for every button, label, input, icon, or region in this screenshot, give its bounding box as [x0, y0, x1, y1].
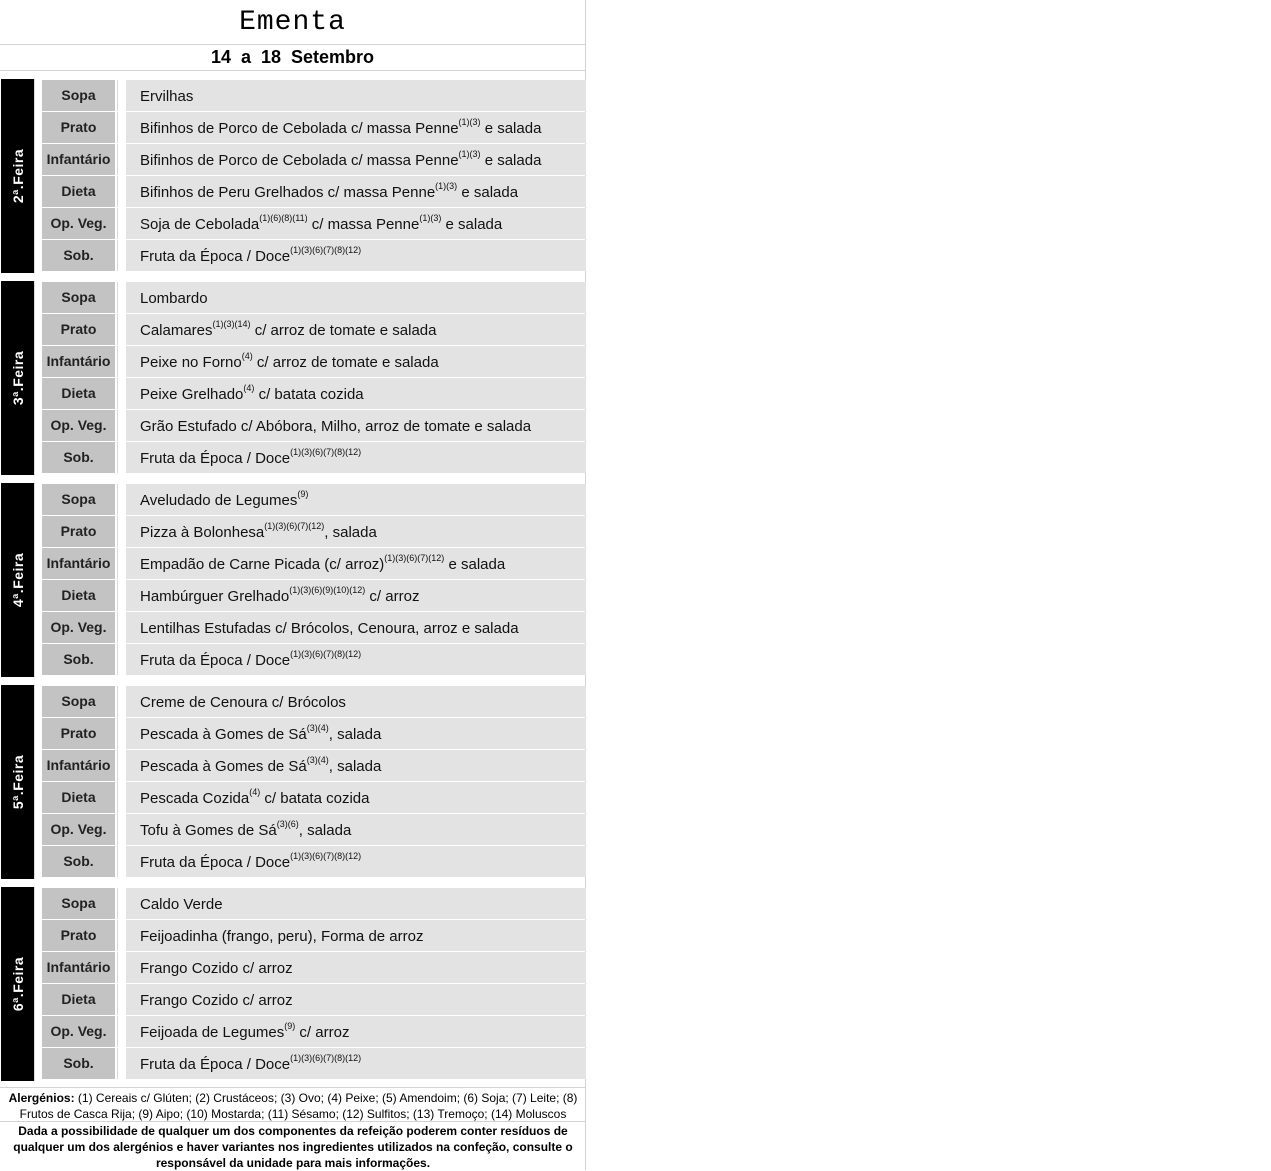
dish-description — [126, 782, 586, 813]
row-gap-rule — [117, 80, 118, 111]
date-range: 14 a 18 Setembro — [0, 45, 585, 71]
allergen-codes: (4) — [249, 787, 261, 797]
day-block — [0, 79, 586, 273]
row-gap-rule — [117, 1016, 118, 1047]
dish-text: , salada — [328, 758, 382, 775]
row-gap — [115, 516, 126, 547]
allergen-codes: (3)(4) — [306, 723, 329, 733]
dish-text: , salada — [324, 524, 377, 541]
allergens-text: (1) Cereais c/ Glúten; (2) Crustáceos; (3) Ovo; (4) Peixe; (5) Amendoim; (6) Soja; (7) Leite; (8) Frutos de Casca Rija; (9) Aipo; (10) Mostarda; (11) Sésamo; (12) Sulfitos; (13) Tremoço; (14) Moluscos — [19, 1091, 578, 1121]
dish-text: Empadão de Carne Picada (c/ arroz) — [140, 556, 385, 573]
row-gap-rule — [117, 282, 118, 313]
column-separator — [34, 685, 42, 879]
dish-text: Frango Cozido c/ arroz — [140, 960, 293, 977]
category-label: Sopa — [42, 484, 115, 515]
menu-row — [42, 516, 586, 547]
dish-text: Feijoada de Legumes — [140, 1024, 285, 1041]
row-gap — [115, 888, 126, 919]
menu-row — [42, 686, 586, 717]
row-gap — [115, 984, 126, 1015]
day-block — [0, 483, 586, 677]
row-gap — [115, 1048, 126, 1079]
day-label — [1, 685, 34, 879]
day-label — [1, 887, 34, 1081]
dish-description — [126, 718, 586, 749]
row-gap-rule — [117, 750, 118, 781]
dish-description — [126, 176, 586, 207]
row-gap — [115, 346, 126, 377]
dish-description — [126, 282, 586, 313]
row-gap — [115, 176, 126, 207]
dish-text: Frango Cozido c/ arroz — [140, 992, 293, 1009]
row-gap-rule — [117, 144, 118, 175]
menu-sheet — [0, 0, 586, 1170]
category-label: Sopa — [42, 282, 115, 313]
dish-description — [126, 1016, 586, 1047]
dish-text: c/ arroz — [365, 588, 420, 605]
category-label: Sob. — [42, 846, 115, 877]
allergen-codes: (1)(3)(6)(7)(12) — [384, 553, 445, 563]
category-label: Dieta — [42, 580, 115, 611]
dish-text: Hambúrguer Grelhado — [140, 588, 290, 605]
row-gap — [115, 240, 126, 271]
dish-text: Caldo Verde — [140, 896, 223, 913]
row-gap-rule — [117, 484, 118, 515]
row-gap — [115, 548, 126, 579]
row-gap — [115, 378, 126, 409]
dish-text: Fruta da Época / Doce — [140, 248, 291, 265]
row-gap-rule — [117, 346, 118, 377]
column-separator — [34, 281, 42, 475]
day-label-text: 6ª.Feira — [9, 956, 26, 1012]
column-rule — [34, 685, 35, 879]
allergen-codes: (1)(3) — [435, 181, 458, 191]
category-label: Sob. — [42, 644, 115, 675]
dish-description — [126, 888, 586, 919]
row-gap-rule — [117, 580, 118, 611]
day-block — [0, 281, 586, 475]
category-label: Sob. — [42, 240, 115, 271]
category-label: Dieta — [42, 378, 115, 409]
dish-description — [126, 814, 586, 845]
dish-description — [126, 410, 586, 441]
menu-row — [42, 442, 586, 473]
menu-row — [42, 920, 586, 951]
menu-row — [42, 612, 586, 643]
allergen-codes: (1)(3) — [419, 213, 442, 223]
row-gap-rule — [117, 782, 118, 813]
menu-row — [42, 814, 586, 845]
dish-text: Grão Estufado c/ Abóbora, Milho, arroz de tomate e salada — [140, 418, 532, 435]
day-label-text: 2ª.Feira — [9, 148, 26, 204]
days-container — [0, 79, 586, 1089]
menu-row — [42, 240, 586, 271]
dish-text: Soja de Cebolada — [140, 216, 260, 233]
dish-text: e salada — [457, 184, 519, 201]
dish-description — [126, 314, 586, 345]
dish-text: , salada — [328, 726, 382, 743]
row-gap-rule — [117, 112, 118, 143]
allergen-disclaimer: Dada a possibilidade de qualquer um dos componentes da refeição poderem conter resíduos de qualquer um dos alergénios e haver variantes nos ingredientes utilizados na confeção, consulte o responsável da unidade para mais informações. — [13, 1124, 573, 1170]
menu-row — [42, 952, 586, 983]
menu-row — [42, 888, 586, 919]
allergen-codes: (1)(3) — [458, 149, 481, 159]
dish-text: Pizza à Bolonhesa — [140, 524, 265, 541]
dish-text: Lentilhas Estufadas c/ Brócolos, Cenoura, arroz e salada — [140, 620, 519, 637]
dish-text: Fruta da Época / Doce — [140, 854, 291, 871]
row-gap-rule — [117, 176, 118, 207]
dish-text: , salada — [298, 822, 352, 839]
category-label: Prato — [42, 718, 115, 749]
row-gap-rule — [117, 442, 118, 473]
category-label: Op. Veg. — [42, 814, 115, 845]
row-gap — [115, 282, 126, 313]
dish-description — [126, 644, 586, 675]
category-label: Op. Veg. — [42, 410, 115, 441]
row-gap — [115, 718, 126, 749]
day-label-text: 4ª.Feira — [9, 552, 26, 608]
column-rule — [34, 281, 35, 475]
row-gap-rule — [117, 814, 118, 845]
allergen-codes: (3)(4) — [306, 755, 329, 765]
row-gap — [115, 1016, 126, 1047]
category-label: Prato — [42, 112, 115, 143]
day-label — [1, 79, 34, 273]
dish-text: Fruta da Época / Doce — [140, 652, 291, 669]
day-label — [1, 483, 34, 677]
dish-description — [126, 378, 586, 409]
row-gap-rule — [117, 888, 118, 919]
category-label: Op. Veg. — [42, 208, 115, 239]
category-label: Op. Veg. — [42, 1016, 115, 1047]
dish-text: e salada — [480, 120, 542, 137]
dish-text: c/ massa Penne — [307, 216, 420, 233]
menu-row — [42, 1048, 586, 1079]
row-gap — [115, 920, 126, 951]
day-block — [0, 685, 586, 879]
row-gap — [115, 580, 126, 611]
row-gap — [115, 846, 126, 877]
column-rule — [34, 887, 35, 1081]
allergen-codes: (9) — [284, 1021, 296, 1031]
menu-row — [42, 176, 586, 207]
menu-row — [42, 378, 586, 409]
row-gap — [115, 484, 126, 515]
column-separator — [34, 483, 42, 677]
allergen-codes: (3)(6) — [276, 819, 299, 829]
menu-row — [42, 782, 586, 813]
row-gap — [115, 952, 126, 983]
column-separator — [34, 79, 42, 273]
dish-description — [126, 1048, 586, 1079]
category-label: Infantário — [42, 144, 115, 175]
row-gap — [115, 782, 126, 813]
dish-text: Bifinhos de Porco de Cebolada c/ massa Penne — [140, 120, 459, 137]
dish-text: Peixe no Forno — [140, 354, 242, 371]
menu-row — [42, 410, 586, 441]
row-gap — [115, 612, 126, 643]
row-gap-rule — [117, 612, 118, 643]
allergen-codes: (1)(3)(6)(7)(8)(12) — [290, 649, 362, 659]
dish-description — [126, 612, 586, 643]
menu-row — [42, 718, 586, 749]
menu-row — [42, 112, 586, 143]
dish-text: c/ arroz de tomate e salada — [252, 354, 439, 371]
allergen-codes: (4) — [241, 351, 253, 361]
row-gap — [115, 814, 126, 845]
row-gap-rule — [117, 1048, 118, 1079]
category-label: Dieta — [42, 984, 115, 1015]
page-title: Ementa — [0, 0, 585, 45]
column-rule — [34, 483, 35, 677]
row-gap — [115, 144, 126, 175]
dish-description — [126, 80, 586, 111]
dish-text: c/ batata cozida — [254, 386, 364, 403]
row-gap — [115, 644, 126, 675]
allergen-codes: (4) — [243, 383, 255, 393]
category-label: Sopa — [42, 80, 115, 111]
category-label: Prato — [42, 314, 115, 345]
category-label: Sob. — [42, 1048, 115, 1079]
dish-description — [126, 484, 586, 515]
dish-text: Pescada à Gomes de Sá — [140, 758, 307, 775]
row-gap-rule — [117, 686, 118, 717]
row-gap — [115, 410, 126, 441]
dish-description — [126, 112, 586, 143]
menu-row — [42, 282, 586, 313]
menu-row — [42, 314, 586, 345]
row-gap-rule — [117, 410, 118, 441]
category-label: Dieta — [42, 176, 115, 207]
dish-text: Lombardo — [140, 290, 208, 307]
day-label-text: 5ª.Feira — [9, 754, 26, 810]
allergen-codes: (1)(3)(6)(7)(8)(12) — [290, 1053, 362, 1063]
menu-row — [42, 750, 586, 781]
row-gap-rule — [117, 548, 118, 579]
category-label: Prato — [42, 920, 115, 951]
dish-text: Aveludado de Legumes — [140, 492, 298, 509]
allergen-codes: (1)(3)(6)(7)(8)(12) — [290, 447, 362, 457]
category-label: Sob. — [42, 442, 115, 473]
day-label-text: 3ª.Feira — [9, 350, 26, 406]
row-gap-rule — [117, 644, 118, 675]
dish-description — [126, 516, 586, 547]
row-gap — [115, 80, 126, 111]
menu-row — [42, 644, 586, 675]
dish-text: e salada — [444, 556, 506, 573]
allergen-codes: (1)(3)(6)(7)(12) — [264, 521, 325, 531]
row-gap-rule — [117, 952, 118, 983]
row-gap — [115, 208, 126, 239]
dish-description — [126, 580, 586, 611]
dish-text: Tofu à Gomes de Sá — [140, 822, 277, 839]
dish-text: e salada — [480, 152, 542, 169]
menu-row — [42, 984, 586, 1015]
dish-text: e salada — [441, 216, 503, 233]
allergens-label: Alergénios: — [8, 1091, 75, 1105]
row-gap-rule — [117, 846, 118, 877]
menu-row — [42, 484, 586, 515]
row-gap-rule — [117, 920, 118, 951]
category-label: Infantário — [42, 548, 115, 579]
allergen-codes: (1)(3) — [458, 117, 481, 127]
dish-text: Fruta da Época / Doce — [140, 450, 291, 467]
category-label: Sopa — [42, 686, 115, 717]
dish-description — [126, 144, 586, 175]
menu-row — [42, 208, 586, 239]
menu-row — [42, 80, 586, 111]
dish-description — [126, 750, 586, 781]
category-label: Prato — [42, 516, 115, 547]
dish-text: Pescada à Gomes de Sá — [140, 726, 307, 743]
menu-row — [42, 846, 586, 877]
row-gap — [115, 314, 126, 345]
row-gap-rule — [117, 240, 118, 271]
dish-text: Bifinhos de Peru Grelhados c/ massa Penne — [140, 184, 436, 201]
category-label: Sopa — [42, 888, 115, 919]
dish-description — [126, 548, 586, 579]
dish-description — [126, 346, 586, 377]
row-gap — [115, 112, 126, 143]
category-label: Op. Veg. — [42, 612, 115, 643]
row-gap — [115, 442, 126, 473]
dish-description — [126, 442, 586, 473]
day-block — [0, 887, 586, 1081]
column-separator — [34, 887, 42, 1081]
dish-text: Bifinhos de Porco de Cebolada c/ massa Penne — [140, 152, 459, 169]
category-label: Infantário — [42, 346, 115, 377]
allergens-legend — [0, 1087, 586, 1122]
row-gap — [115, 750, 126, 781]
dish-text: Feijoadinha (frango, peru), Forma de arroz — [140, 928, 424, 945]
dish-text: Ervilhas — [140, 88, 194, 105]
dish-text: Peixe Grelhado — [140, 386, 244, 403]
category-label: Infantário — [42, 952, 115, 983]
day-label — [1, 281, 34, 475]
dish-description — [126, 846, 586, 877]
category-label: Dieta — [42, 782, 115, 813]
allergen-codes: (1)(6)(8)(11) — [259, 213, 308, 223]
dish-description — [126, 208, 586, 239]
row-gap-rule — [117, 378, 118, 409]
menu-row — [42, 144, 586, 175]
row-gap — [115, 686, 126, 717]
dish-description — [126, 920, 586, 951]
menu-row — [42, 548, 586, 579]
allergen-codes: (1)(3)(14) — [212, 319, 251, 329]
allergen-codes: (1)(3)(6)(7)(8)(12) — [290, 851, 362, 861]
dish-text: c/ arroz — [295, 1024, 350, 1041]
allergen-codes: (1)(3)(6)(7)(8)(12) — [290, 245, 362, 255]
dish-text: Calamares — [140, 322, 213, 339]
dish-text: Fruta da Época / Doce — [140, 1056, 291, 1073]
dish-description — [126, 686, 586, 717]
row-gap-rule — [117, 314, 118, 345]
category-label: Infantário — [42, 750, 115, 781]
row-gap-rule — [117, 984, 118, 1015]
menu-row — [42, 580, 586, 611]
dish-text: c/ batata cozida — [260, 790, 370, 807]
row-gap-rule — [117, 718, 118, 749]
column-rule — [34, 79, 35, 273]
row-gap-rule — [117, 516, 118, 547]
dish-text: c/ arroz de tomate e salada — [250, 322, 437, 339]
allergen-codes: (1)(3)(6)(9)(10)(12) — [289, 585, 366, 595]
menu-row — [42, 346, 586, 377]
allergen-codes: (9) — [297, 489, 309, 499]
dish-text: Creme de Cenoura c/ Brócolos — [140, 694, 346, 711]
dish-description — [126, 984, 586, 1015]
dish-description — [126, 240, 586, 271]
row-gap-rule — [117, 208, 118, 239]
menu-row — [42, 1016, 586, 1047]
dish-text: Pescada Cozida — [140, 790, 250, 807]
dish-description — [126, 952, 586, 983]
